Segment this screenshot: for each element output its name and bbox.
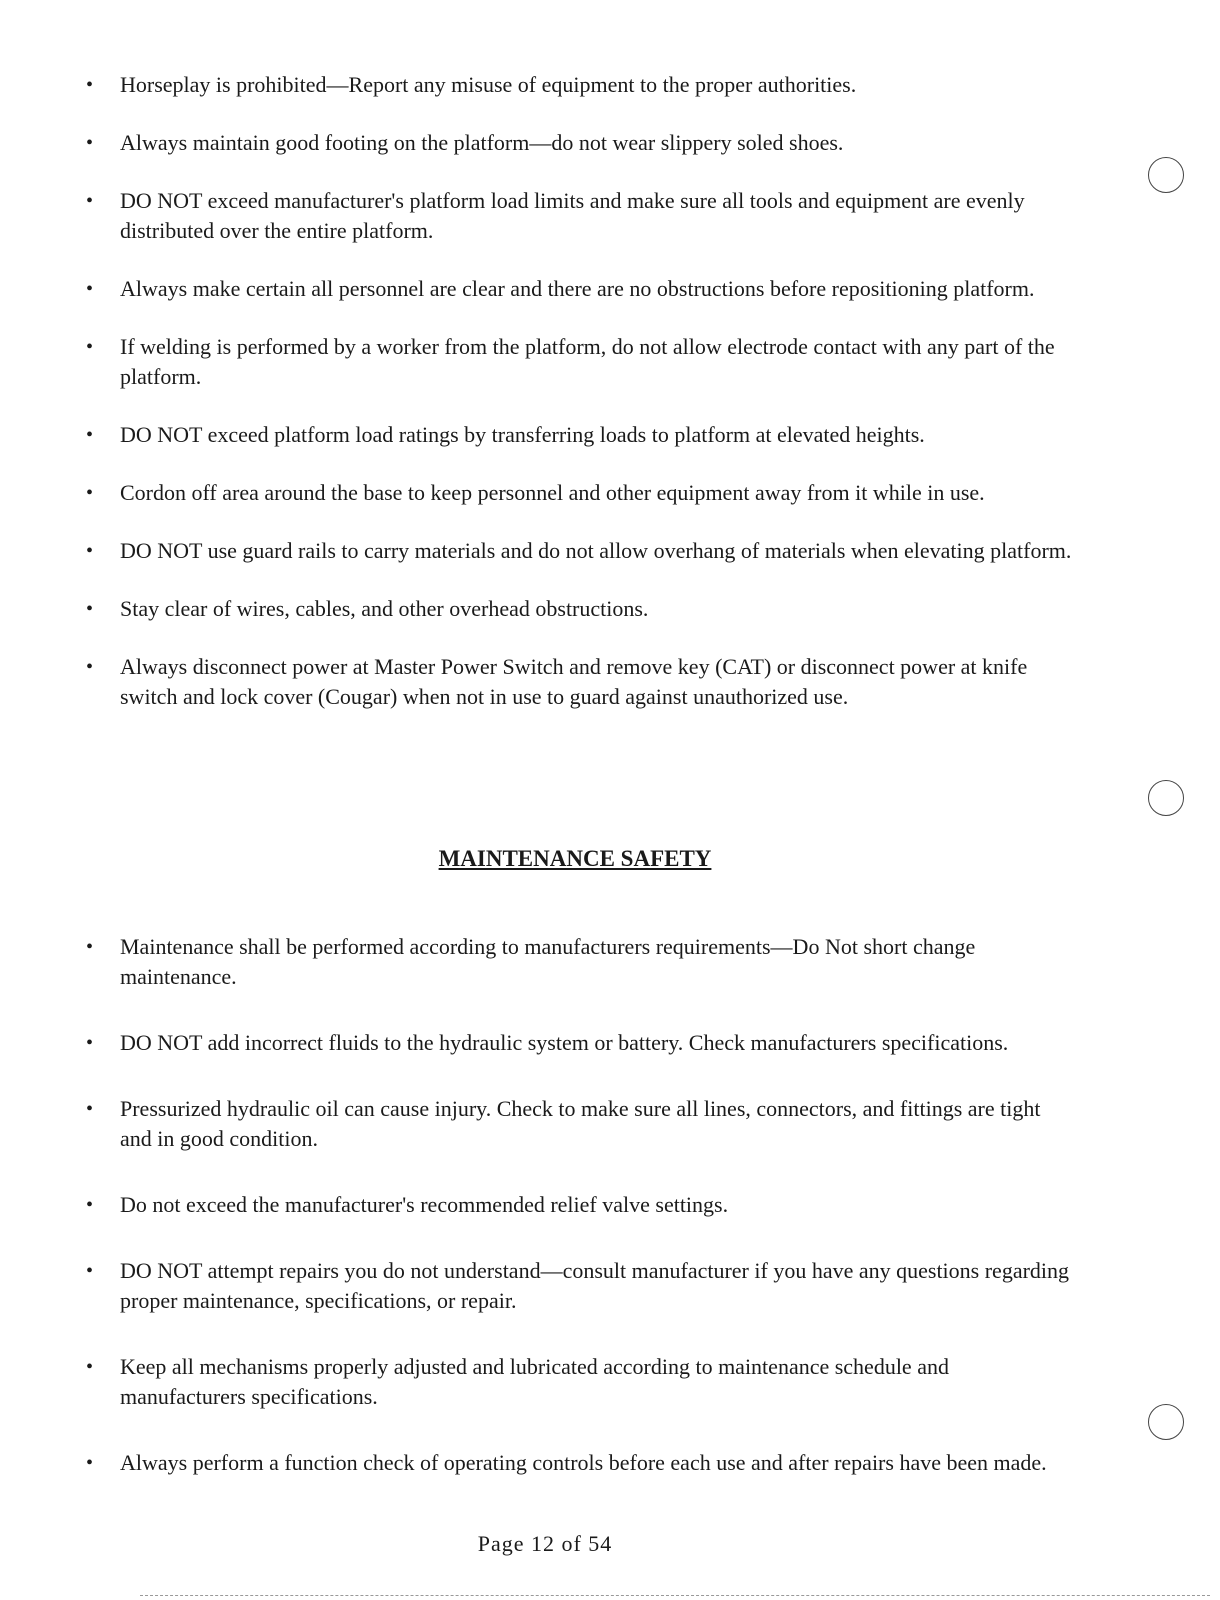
list-item <box>86 332 1076 392</box>
bullet-icon: • <box>86 1356 94 1378</box>
list-item-text: DO NOT add incorrect fluids to the hydraulic system or battery. Check manufacturers specifications. <box>120 1030 1009 1055</box>
list-item <box>86 1028 1076 1058</box>
list-item <box>86 1190 1076 1220</box>
list-item-text: DO NOT exceed platform load ratings by transferring loads to platform at elevated heights. <box>120 422 925 447</box>
list-item-text: Always maintain good footing on the platform—do not wear slippery soled shoes. <box>120 130 844 155</box>
list-item-text: Cordon off area around the base to keep personnel and other equipment away from it while in use. <box>120 480 985 505</box>
bullet-icon: • <box>86 482 94 504</box>
page-number: Page 12 of 54 <box>477 1531 613 1556</box>
bullet-icon: • <box>86 424 94 446</box>
list-item <box>86 186 1076 246</box>
list-item <box>86 1448 1076 1478</box>
bullet-icon: • <box>86 74 94 96</box>
list-item-text: Horseplay is prohibited—Report any misuse of equipment to the proper authorities. <box>120 72 857 97</box>
list-item-text: Always disconnect power at Master Power Switch and remove key (CAT) or disconnect power at knife switch and lock cover (Cougar) when not in use to guard against unauthorized use. <box>120 654 1028 709</box>
list-item <box>86 70 1076 100</box>
list-item <box>86 932 1076 992</box>
bullet-icon: • <box>86 936 94 958</box>
list-item <box>86 128 1076 158</box>
list-item <box>86 652 1076 712</box>
section-heading: MAINTENANCE SAFETY <box>438 846 712 871</box>
bullet-icon: • <box>86 598 94 620</box>
bullet-icon: • <box>86 132 94 154</box>
bullet-icon: • <box>86 1032 94 1054</box>
list-item <box>86 420 1076 450</box>
list-item-text: DO NOT attempt repairs you do not understand—consult manufacturer if you have any questions regarding proper maintenance, specifications, or repair. <box>120 1258 1070 1313</box>
list-item-text: Keep all mechanisms properly adjusted and lubricated according to maintenance schedule and manufacturers specifications. <box>120 1354 949 1409</box>
list-item <box>86 1352 1076 1412</box>
list-item-text: DO NOT use guard rails to carry materials and do not allow overhang of materials when elevating platform. <box>120 538 1072 563</box>
bullet-icon: • <box>86 278 94 300</box>
bullet-icon: • <box>86 1194 94 1216</box>
list-item <box>86 594 1076 624</box>
bullet-icon: • <box>86 1452 94 1474</box>
punch-hole-icon <box>1148 1404 1184 1440</box>
bullet-icon: • <box>86 1098 94 1120</box>
bullet-icon: • <box>86 190 94 212</box>
list-item <box>86 478 1076 508</box>
page-edge-divider <box>140 1595 1210 1596</box>
list-item-text: Always make certain all personnel are clear and there are no obstructions before repositioning platform. <box>120 276 1035 301</box>
bullet-icon: • <box>86 540 94 562</box>
list-item <box>86 1256 1076 1316</box>
punch-hole-icon <box>1148 780 1184 816</box>
list-item-text: Pressurized hydraulic oil can cause injury. Check to make sure all lines, connectors, and fittings are tight and in good condition. <box>120 1096 1041 1151</box>
list-item-text: Do not exceed the manufacturer's recommended relief valve settings. <box>120 1192 729 1217</box>
list-item <box>86 274 1076 304</box>
operation-safety-list <box>86 70 1076 740</box>
list-item-text: Stay clear of wires, cables, and other overhead obstructions. <box>120 596 649 621</box>
bullet-icon: • <box>86 1260 94 1282</box>
list-item-text: Maintenance shall be performed according to manufacturers requirements—Do Not short change maintenance. <box>120 934 976 989</box>
list-item-text: Always perform a function check of operating controls before each use and after repairs have been made. <box>120 1450 1047 1475</box>
maintenance-safety-list <box>86 932 1076 1514</box>
list-item-text: DO NOT exceed manufacturer's platform load limits and make sure all tools and equipment are evenly distributed over the entire platform. <box>120 188 1025 243</box>
list-item <box>86 1094 1076 1154</box>
punch-hole-icon <box>1148 157 1184 193</box>
list-item <box>86 536 1076 566</box>
bullet-icon: • <box>86 336 94 358</box>
bullet-icon: • <box>86 656 94 678</box>
list-item-text: If welding is performed by a worker from the platform, do not allow electrode contact with any part of the platform. <box>120 334 1055 389</box>
